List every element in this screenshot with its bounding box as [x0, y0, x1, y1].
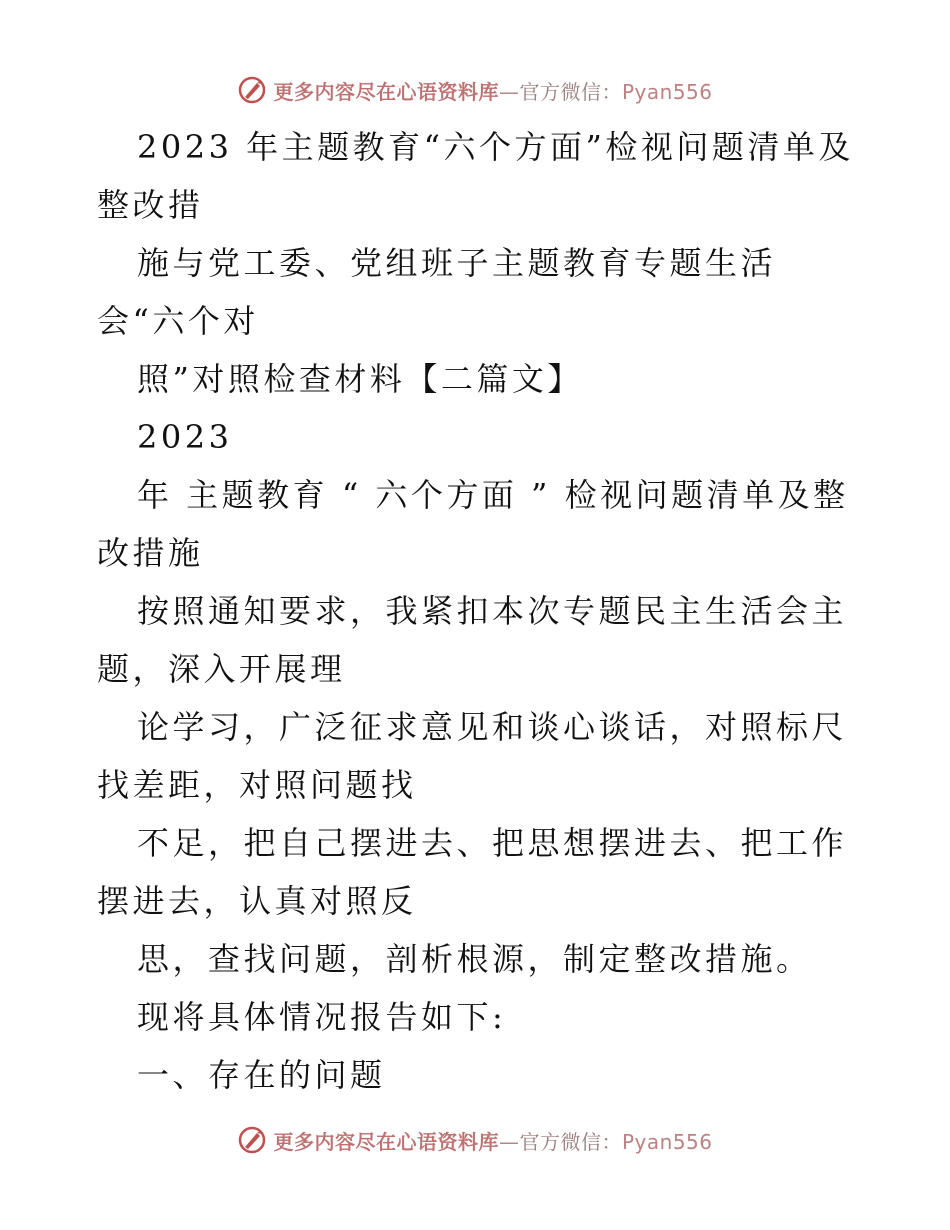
footer-watermark	[0, 1120, 950, 1160]
paragraph-11: 一、存在的问题	[137, 1056, 386, 1094]
paragraph-2: 施与党工委、党组班子主题教育专题生活会“六个对	[97, 244, 777, 340]
watermark-account: Pyan556	[621, 1129, 713, 1154]
paragraph-4: 2023	[137, 418, 233, 456]
paragraph-5: 年 主题教育 “ 六个方面 ” 检视问题清单及整改措施	[97, 476, 849, 572]
paragraph-10: 现将具体情况报告如下:	[137, 998, 507, 1036]
paragraph-7: 论学习，广泛征求意见和谈心谈话，对照标尺找差距，对照问题找	[97, 708, 848, 804]
watermark-brand: 更多内容尽在心语资料库	[273, 1129, 499, 1154]
document-body	[97, 118, 857, 1104]
watermark-text	[273, 1126, 712, 1155]
watermark-text	[273, 76, 712, 105]
quill-pen-logo-icon	[237, 75, 267, 105]
watermark-brand: 更多内容尽在心语资料库	[273, 79, 499, 104]
paragraph-3: 照”对照检查材料【二篇文】	[137, 360, 583, 398]
watermark-wechat-label: 官方微信：	[519, 1129, 622, 1154]
paragraph-6: 按照通知要求，我紧扣本次专题民主生活会主题，深入开展理	[97, 592, 848, 688]
header-watermark	[0, 70, 950, 110]
watermark-wechat-label: 官方微信：	[519, 79, 622, 104]
watermark-account: Pyan556	[621, 79, 713, 104]
paragraph-1: 2023 年主题教育“六个方面”检视问题清单及整改措	[97, 128, 854, 224]
paragraph-9: 思，查找问题，剖析根源，制定整改措施。	[137, 940, 812, 978]
paragraph-8: 不足，把自己摆进去、把思想摆进去、把工作摆进去，认真对照反	[97, 824, 848, 920]
watermark-dash: —	[498, 79, 520, 104]
quill-pen-logo-icon	[237, 1125, 267, 1155]
watermark-dash: —	[498, 1129, 520, 1154]
